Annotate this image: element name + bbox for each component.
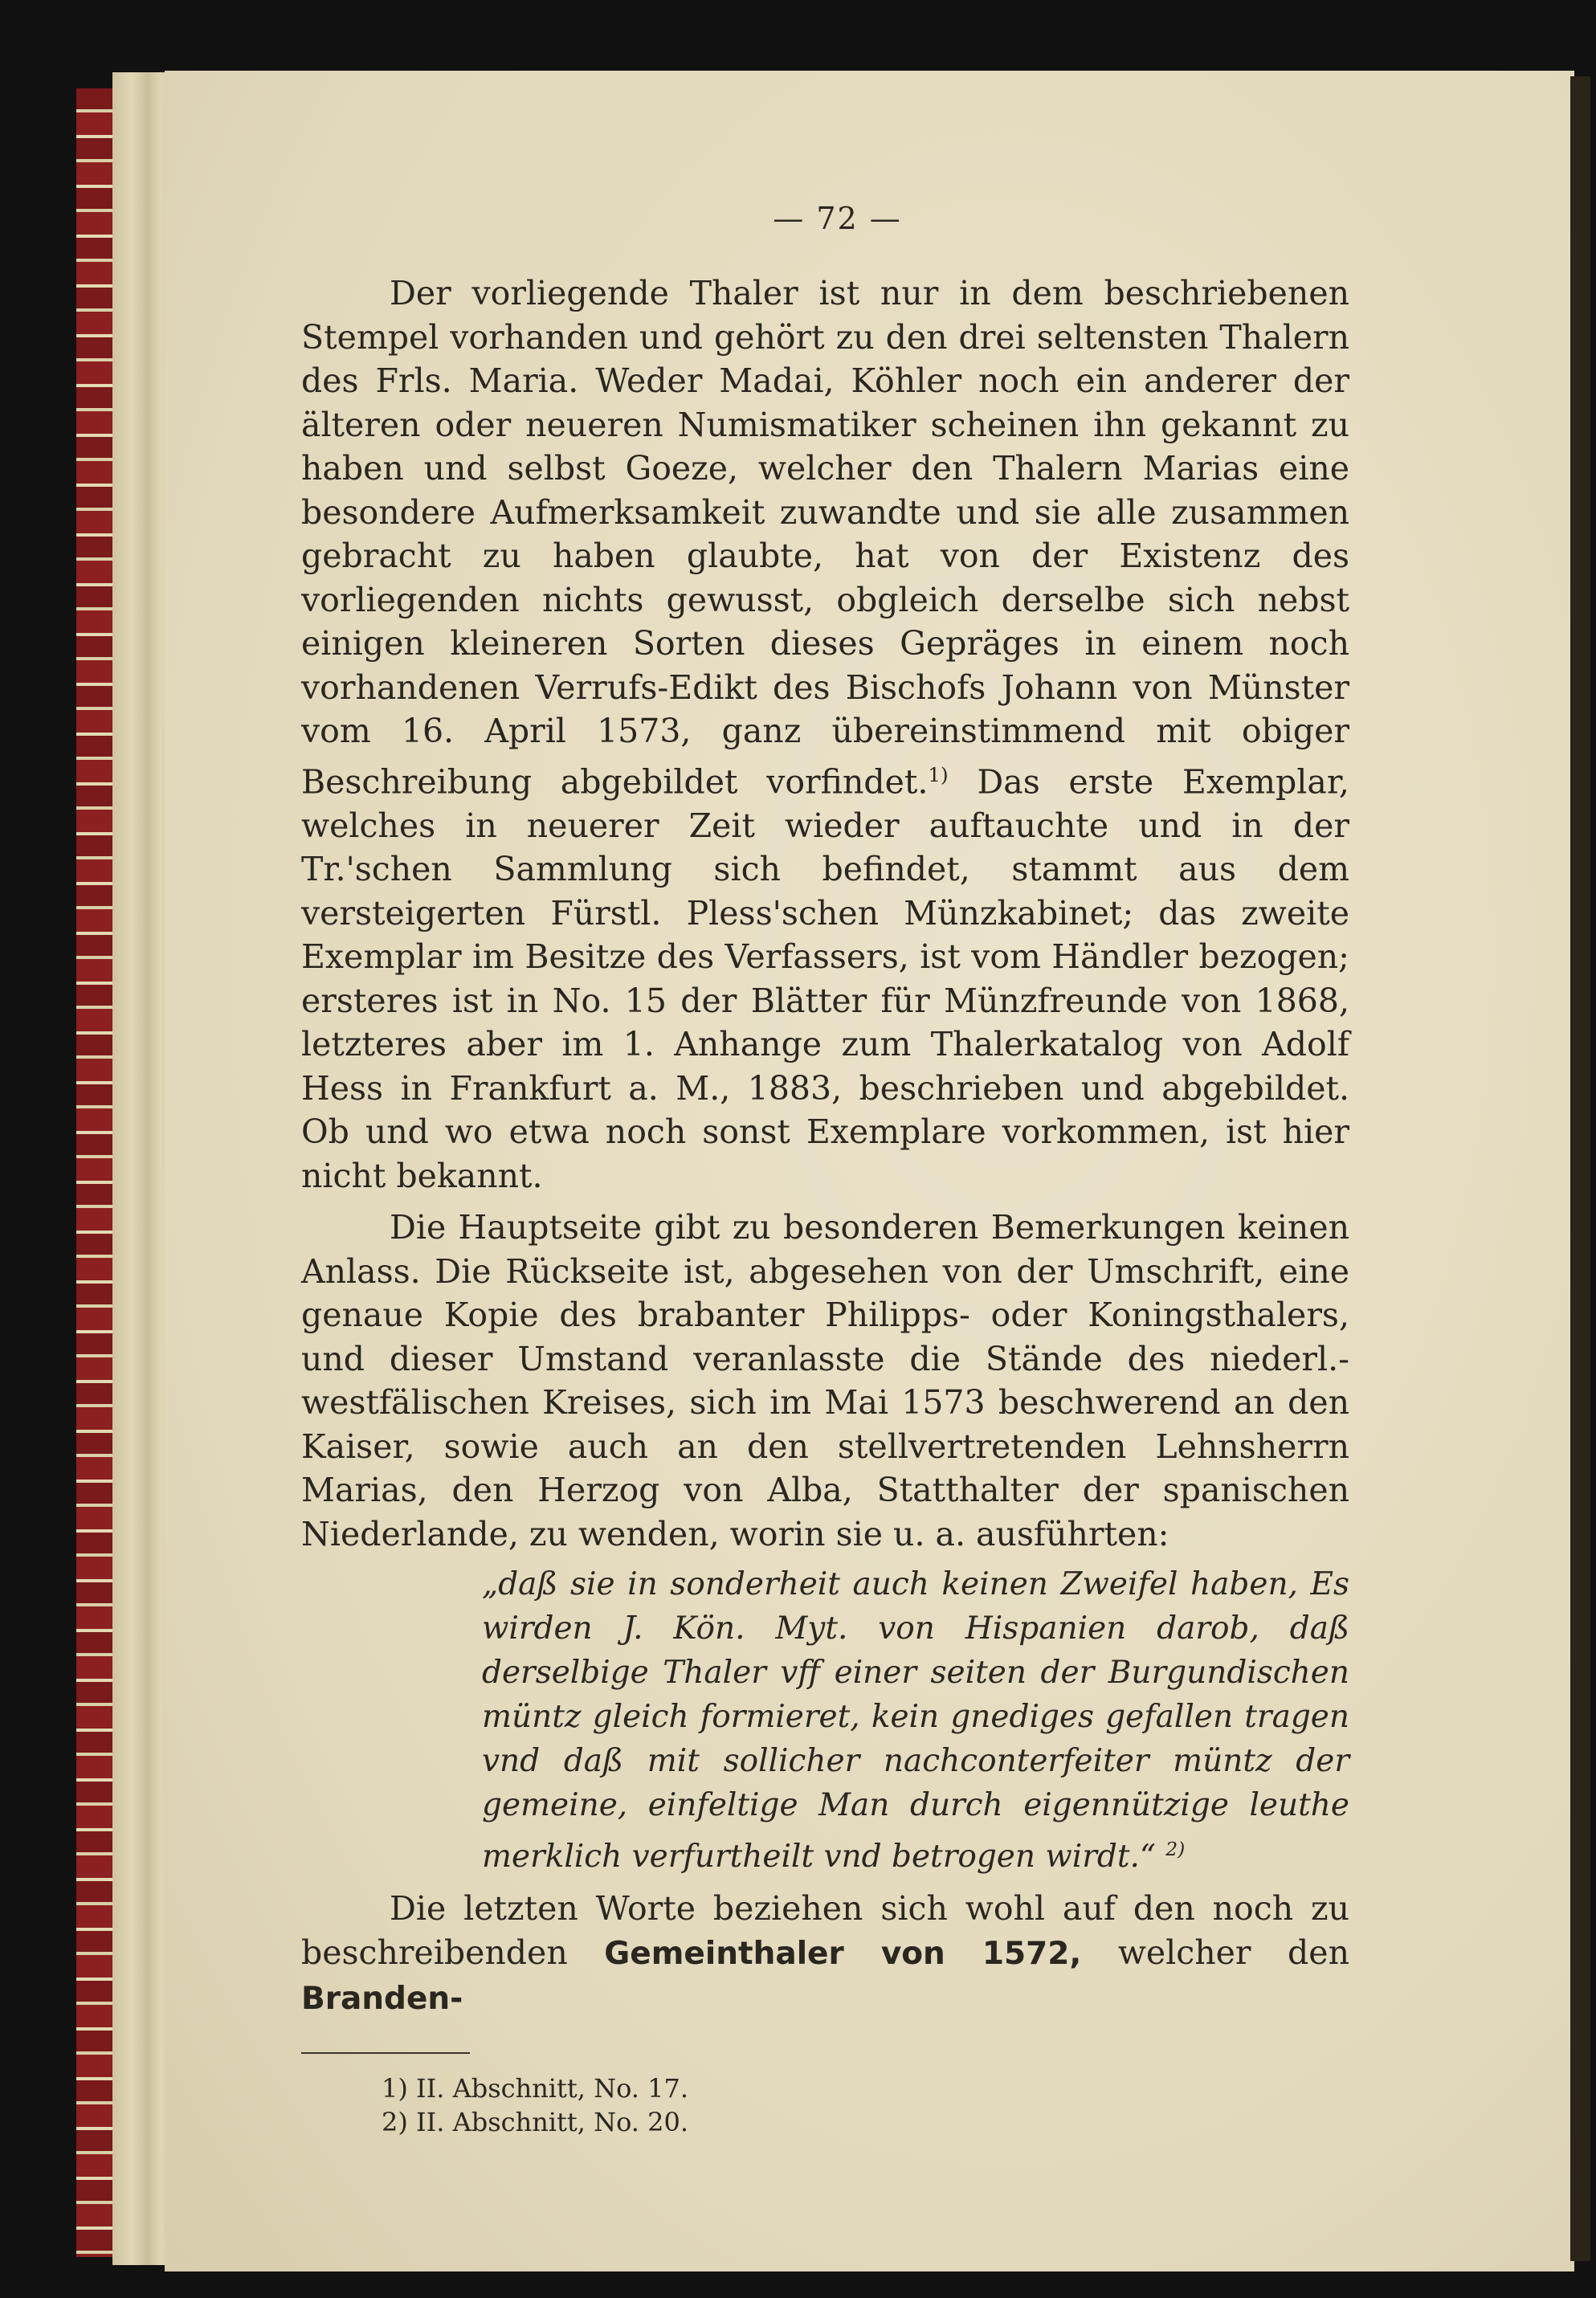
footnote-mark-2: 2) bbox=[1165, 1838, 1186, 1861]
paragraph-1: Der vorliegende Thaler ist nur in dem beschriebenen Stempel vorhanden und gehört zu den drei seltensten Thalern des Frls. Maria. Weder Madai, Köhler noch ein anderer der älteren oder neueren Numismatiker scheinen ihn gekannt zu haben und selbst Goeze, welcher den Thalern Marias eine besondere Aufmerksamkeit zuwandte und sie alle zusammen gebracht zu haben glaubte, hat von der Existenz des vorliegenden nichts gewusst, obgleich derselbe sich nebst einigen kleineren Sorten dieses Gepräges in einem noch vorhandenen Verrufs-Edikt des Bischofs Johann von Münster vom 16. April 1573, ganz übereinstimmend mit obiger Beschreibung abgebildet vorfindet.$^{1)}$ Das erste Exemplar, welches in neuerer Zeit wieder auftauchte und in der Tr.'schen Sammlung sich befindet, stammt aus dem versteigerten Fürstl. Pless'schen Münzkabinet; das zweite Exemplar im Besitze des Verfassers, ist vom Händler bezogen; ersteres ist in No. 15 der Blätter für Münzfreunde von 1868, letzteres aber im 1. Anhange zum Thalerkatalog von Adolf Hess in Frankfurt a. M., 1883, beschrieben und abgebildet. Ob und wo etwa noch sonst Exemplare vorkommen, ist hier nicht bekannt. bbox=[301, 274, 1349, 1195]
footnote-1: 1) II. Abschnitt, No. 17. bbox=[382, 2072, 689, 2104]
page-number: — 72 — bbox=[773, 201, 902, 236]
paragraph-3: Die letzten Worte beziehen sich wohl auf den noch zu beschreibenden Gemeinthaler von 1572, welcher den Branden- bbox=[301, 1889, 1349, 2018]
paragraph-2: Die Hauptseite gibt zu besonderen Bemerkungen keinen Anlass. Die Rückseite ist, abgesehen von der Umschrift, eine genaue Kopie des brabanter Philipps- oder Koningsthalers, und dieser Umstand veranlasste die Stände des niederl.-westfälischen Kreises, sich im Mai 1573 beschwerend an den Kaiser, sowie auch an den stellvertretenden Lehnsherrn Marias, den Herzog von Alba, Statthalter der spanischen Niederlande, zu wenden, worin sie u. a. ausführten: bbox=[301, 1208, 1349, 1553]
page-content bbox=[301, 201, 1349, 2139]
footnote-mark-1: 1) bbox=[928, 762, 949, 786]
footnote-rule bbox=[301, 2052, 470, 2054]
bold-term: Gemeinthaler von 1572, bbox=[604, 1935, 1082, 1972]
book-binding bbox=[76, 88, 112, 2257]
bold-term-end: Branden- bbox=[301, 1981, 463, 2018]
historical-quote: „daß sie in sonderheit auch keinen Zweifel haben, Es wirden J. Kön. Myt. von Hispanien darob, daß derselbige Thaler vff einer seiten der Burgundischen müntz gleich formieret, kein gnediges gefallen tragen vnd daß mit sollicher nachconterfeiter müntz der gemeine, einfeltige Man durch eigennützige leuthe merklich verfurtheilt vnd betrogen wirdt.“ $^{2)}$ bbox=[482, 1566, 1349, 1876]
page-shadow bbox=[1570, 76, 1590, 2261]
footnote-2: 2) II. Abschnitt, No. 20. bbox=[382, 2106, 689, 2137]
